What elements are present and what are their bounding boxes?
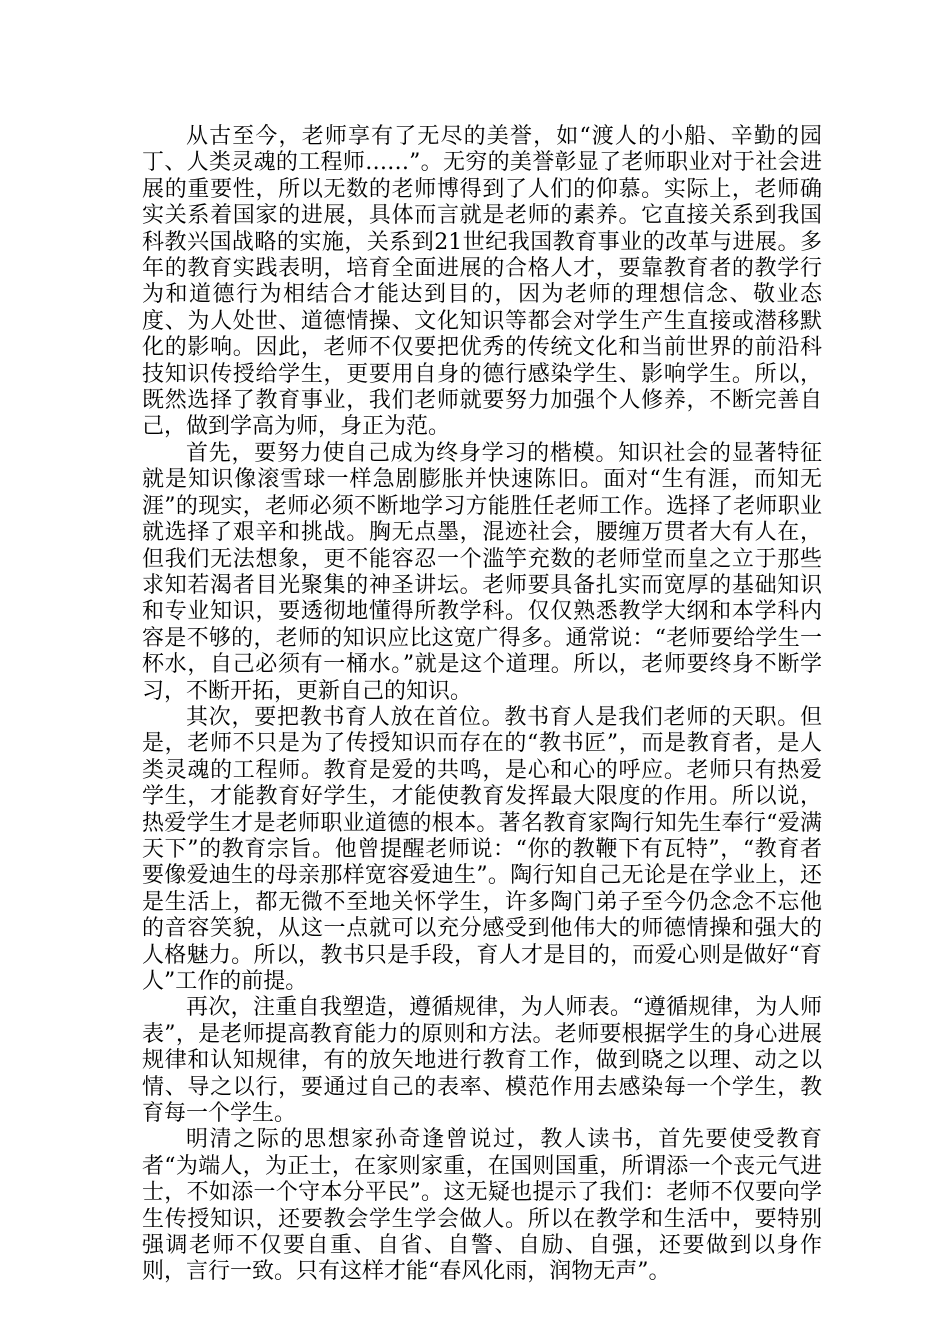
document-body (142, 124, 822, 1286)
paragraph-intro: 从古至今，老师享有了无尽的美誉，如“渡人的小船、辛勤的园丁、人类灵魂的工程师……”。无穷的美誉彰显了老师职业对于社会进展的重要性，所以无数的老师博得到了人们的仰慕。实际上，老师确实关系着国家的进展，具体而言就是老师的素养。它直接关系到我国科教兴国战略的实施，关系到21世纪我国教育事业的改革与进展。多年的教育实践表明，培育全面进展的合格人才，要靠教育者的教学行为和道德行为相结合才能达到目的，因为老师的理想信念、敬业态度、为人处世、道德情操、文化知识等都会对学生产生直接或潜移默化的影响。因此，老师不仅要把优秀的传统文化和当前世界的前沿科技知识传授给学生，更要用自身的德行感染学生、影响学生。所以，既然选择了教育事业，我们老师就要努力加强个人修养，不断完善自己，做到学高为师，身正为范。 (142, 124, 822, 440)
paragraph-self-cultivation: 再次，注重自我塑造，遵循规律，为人师表。“遵循规律，为人师表”，是老师提高教育能力的原则和方法。老师要根据学生的身心进展规律和认知规律，有的放矢地进行教育工作，做到晓之以理、动之以情、导之以行，要通过自己的表率、模范作用去感染每一个学生，教育每一个学生。 (142, 995, 822, 1127)
paragraph-conclusion: 明清之际的思想家孙奇逢曾说过，教人读书，首先要使受教育者“为端人，为正士，在家则家重，在国则国重，所谓添一个丧元气进士，不如添一个守本分平民”。这无疑也提示了我们：老师不仅要向学生传授知识，还要教会学生学会做人。所以在教学和生活中，要特别强调老师不仅要自重、自省、自警、自励、自强，还要做到以身作则，言行一致。只有这样才能“春风化雨，润物无声”。 (142, 1127, 822, 1285)
paragraph-lifelong-learning: 首先，要努力使自己成为终身学习的楷模。知识社会的显著特征就是知识像滚雪球一样急剧膨胀并快速陈旧。面对“生有涯，而知无涯”的现实，老师必须不断地学习方能胜任老师工作。选择了老师职业就选择了艰辛和挑战。胸无点墨，混迹社会，腰缠万贯者大有人在，但我们无法想象，更不能容忍一个滥竽充数的老师堂而皇之立于那些求知若渴者目光聚集的神圣讲坛。老师要具备扎实而宽厚的基础知识和专业知识，要透彻地懂得所教学科。仅仅熟悉教学大纲和本学科内容是不够的，老师的知识应比这宽广得多。通常说：“老师要给学生一杯水，自己必须有一桶水。”就是这个道理。所以，老师要终身不断学习，不断开拓，更新自己的知识。 (142, 440, 822, 704)
paragraph-teaching-and-nurturing: 其次，要把教书育人放在首位。教书育人是我们老师的天职。但是，老师不只是为了传授知识而存在的“教书匠”，而是教育者，是人类灵魂的工程师。教育是爱的共鸣，是心和心的呼应。老师只有热爱学生，才能教育好学生，才能使教育发挥最大限度的作用。所以说，热爱学生才是老师职业道德的根本。著名教育家陶行知先生奉行“爱满天下”的教育宗旨。他曾提醒老师说：“你的教鞭下有瓦特”，“教育者要像爱迪生的母亲那样宽容爱迪生”。陶行知自己无论是在学业上，还是生活上，都无微不至地关怀学生，许多陶门弟子至今仍念念不忘他的音容笑貌，从这一点就可以充分感受到他伟大的师德情操和强大的人格魅力。所以，教书只是手段，育人才是目的，而爱心则是做好“育人”工作的前提。 (142, 704, 822, 994)
